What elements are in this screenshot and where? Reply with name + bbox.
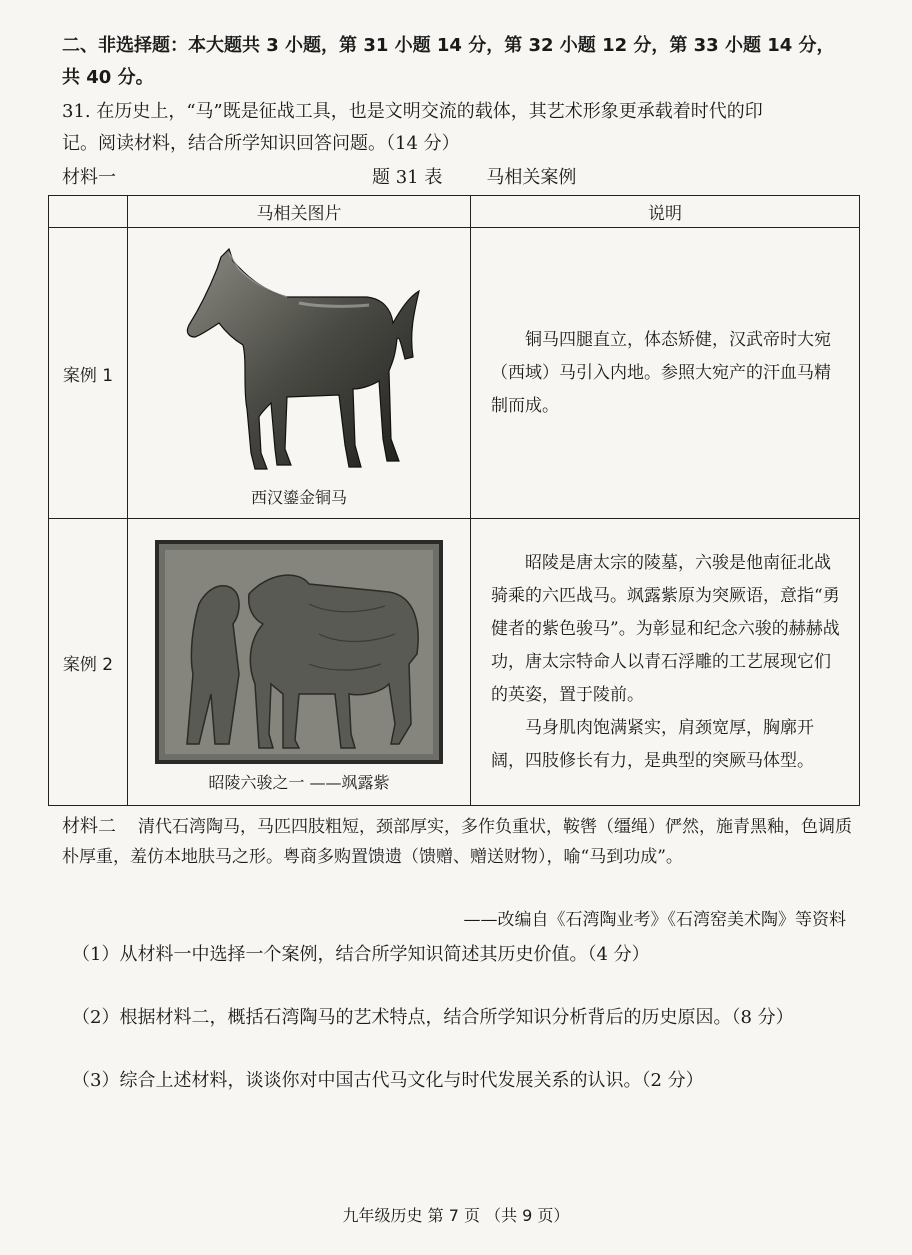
case-description [471,228,860,519]
table-title: 马相关案例 [486,167,577,188]
description-paragraph: 铜马四腿直立，体态矫健，汉武帝时大宛（西域）马引入内地。参照大宛产的汗血马精制而成。 [491,329,831,416]
bronze-horse-image [169,239,429,474]
table-row [49,228,860,519]
case-image-cell [128,228,471,519]
header-cell-blank [49,196,128,228]
relief-image [155,540,443,764]
case-description [471,519,860,806]
table-header-row [49,196,860,228]
table-caption [372,163,576,189]
header-cell-images: 马相关图片 [128,196,471,228]
case-label: 案例 2 [49,519,128,806]
question-stem-line2: 记。阅读材料，结合所学知识回答问题。（14 分） [62,133,460,154]
section-heading-line1: 二、非选择题：本大题共 3 小题，第 31 小题 14 分，第 32 小题 12 分，第 33 小题 14 分， [62,35,835,56]
subquestion-3: （3）综合上述材料，谈谈你对中国古代马文化与时代发展关系的认识。（2 分） [72,1070,704,1091]
section-heading-line2: 共 40 分。 [62,67,154,88]
material2-text: 清代石湾陶马，马匹四肢粗短，颈部厚实，多作负重状，鞍辔（缰绳）俨然，施青黑釉，色调质朴厚重，羞仿本地肤马之形。粤商多购置馈遗（馈赠、赠送财物），喻“马到功成”。 [62,817,852,867]
horse-cases-table [48,195,860,806]
image-caption: 西汉鎏金铜马 [250,487,347,507]
material2-block [62,812,852,872]
image-caption: 昭陵六骏之一 ——飒露紫 [208,772,390,792]
case-label: 案例 1 [49,228,128,519]
material2-label: 材料二 [62,816,116,837]
material1-label-row [62,163,862,191]
question-stem-line1: 31. 在历史上，“马”既是征战工具，也是文明交流的载体，其艺术形象更承载着时代的印 [62,101,763,122]
material2-source: ——改编自《石湾陶业考》《石湾窑美术陶》等资料 [463,910,846,930]
subquestion-2: （2）根据材料二，概括石湾陶马的艺术特点，结合所学知识分析背后的历史原因。（8 分） [72,1007,794,1028]
description-paragraph: 马身肌肉饱满紧实，肩颈宽厚，胸廓开阔，四肢修长有力，是典型的突厥马体型。 [491,717,814,771]
subquestion-1: （1）从材料一中选择一个案例，结合所学知识简述其历史价值。（4 分） [72,944,650,965]
header-cell-description: 说明 [471,196,860,228]
page-footer: 九年级历史 第 7 页 （共 9 页） [342,1206,570,1225]
table-row [49,519,860,806]
description-paragraph: 昭陵是唐太宗的陵墓，六骏是他南征北战骑乘的六匹战马。飒露紫原为突厥语，意指“勇健者的紫色骏马”。为彰显和纪念六骏的赫赫战功，唐太宗特命人以青石浮雕的工艺展现它们的英姿，置于陵前。 [491,552,840,705]
table-number: 题 31 表 [372,167,443,188]
case-image-cell [128,519,471,806]
material1-label: 材料一 [62,167,116,188]
